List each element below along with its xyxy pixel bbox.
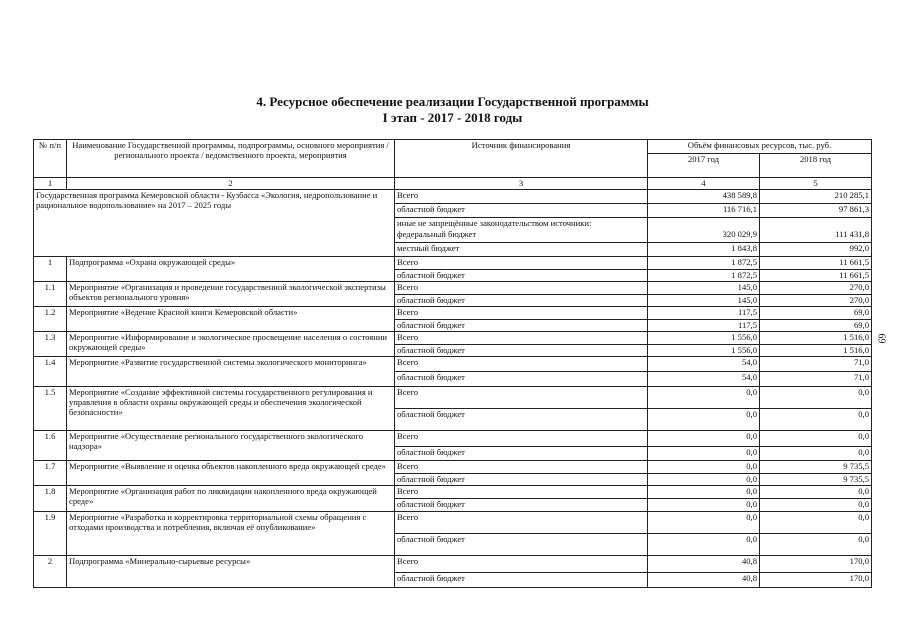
page-title: 4. Ресурсное обеспечение реализации Государственной программы	[256, 94, 649, 109]
table-row	[34, 307, 872, 320]
value-2017: 1 843,8	[648, 243, 760, 257]
value-2017: 116 716,1	[648, 204, 760, 218]
value-2017: 0,0	[648, 512, 760, 534]
value-2018: 0,0	[760, 387, 872, 409]
item-name: Мероприятие «Информирование и экологическое просвещение населения о состоянии окружающей среды»	[67, 332, 395, 357]
source-cell: Всего	[395, 190, 648, 204]
table-row	[34, 486, 872, 499]
value-2017: 0,0	[648, 486, 760, 499]
value-2018: 270,0	[760, 295, 872, 307]
source-cell: областной бюджет	[395, 270, 648, 282]
header-col-name: Наименование Государственной программы, подпрограммы, основного мероприятия / регионального проекта / ведомственного проекта, мероприятия	[67, 140, 395, 178]
header-year-2018: 2018 год	[760, 154, 872, 178]
table-row	[34, 461, 872, 474]
value-2017: 54,0	[648, 357, 760, 372]
item-number: 1.6	[34, 431, 67, 461]
value-2018: 11 661,5	[760, 257, 872, 270]
value-2018: 0,0	[760, 534, 872, 556]
header-index-4: 4	[648, 178, 760, 190]
source-cell: областной бюджет	[395, 499, 648, 512]
header-index-5: 5	[760, 178, 872, 190]
header-year-2017: 2017 год	[648, 154, 760, 178]
value-2018: 0,0	[760, 486, 872, 499]
value-2017: 117,5	[648, 320, 760, 332]
source-cell: областной бюджет	[395, 573, 648, 588]
value-2018: 69,0	[760, 320, 872, 332]
item-number: 1	[34, 257, 67, 282]
header-col-source: Источник финансирования	[395, 140, 648, 178]
item-number: 1.8	[34, 486, 67, 512]
value-2018: 270,0	[760, 282, 872, 295]
value-2018: 97 861,3	[760, 204, 872, 218]
value-2018: 11 661,5	[760, 270, 872, 282]
value-2017: 1 872,5	[648, 270, 760, 282]
header-col-volume: Объём финансовых ресурсов, тыс. руб.	[648, 140, 872, 154]
item-name: Мероприятие «Ведение Красной книги Кемеровской области»	[67, 307, 395, 332]
header-index-1: 1	[34, 178, 67, 190]
source-cell: Всего	[395, 556, 648, 573]
table-row	[34, 357, 872, 372]
page-subtitle: I этап - 2017 - 2018 годы	[382, 110, 523, 125]
source-cell: Всего	[395, 257, 648, 270]
value-2017: 1 556,0	[648, 345, 760, 357]
value-2018: 9 735,5	[760, 461, 872, 474]
value-2017	[648, 218, 760, 229]
source-cell: Всего	[395, 357, 648, 372]
value-2018: 111 431,8	[760, 229, 872, 243]
source-cell: областной бюджет	[395, 204, 648, 218]
source-cell: областной бюджет	[395, 372, 648, 387]
value-2018: 69,0	[760, 307, 872, 320]
source-cell: областной бюджет	[395, 345, 648, 357]
resource-table	[33, 139, 872, 588]
value-2017: 0,0	[648, 474, 760, 486]
value-2017: 145,0	[648, 295, 760, 307]
value-2018: 0,0	[760, 409, 872, 431]
source-cell: Всего	[395, 332, 648, 345]
value-2018: 210 285,1	[760, 190, 872, 204]
value-2017: 0,0	[648, 387, 760, 409]
value-2017: 0,0	[648, 431, 760, 447]
item-name: Подпрограмма «Минерально-сырьевые ресурсы»	[67, 556, 395, 588]
value-2017: 0,0	[648, 499, 760, 512]
source-cell: Всего	[395, 307, 648, 320]
item-name: Мероприятие «Создание эффективной системы государственного регулирования и управления в области охраны окружающей среды и обеспечения экологической безопасности»	[67, 387, 395, 431]
value-2017: 117,5	[648, 307, 760, 320]
table-row	[34, 512, 872, 534]
value-2017: 40,8	[648, 556, 760, 573]
source-cell: Всего	[395, 486, 648, 499]
item-number: 1.4	[34, 357, 67, 387]
item-number: 1.9	[34, 512, 67, 556]
source-cell: иные не запрещённые законодательством источники:	[395, 218, 648, 229]
value-2018: 0,0	[760, 447, 872, 461]
source-cell: областной бюджет	[395, 534, 648, 556]
source-cell: Всего	[395, 282, 648, 295]
table-row	[34, 257, 872, 270]
value-2017: 54,0	[648, 372, 760, 387]
value-2018: 71,0	[760, 357, 872, 372]
source-cell: областной бюджет	[395, 409, 648, 431]
source-cell: федеральный бюджет	[395, 229, 648, 243]
item-name: Мероприятие «Выявление и оценка объектов накопленного вреда окружающей среде»	[67, 461, 395, 486]
source-cell: областной бюджет	[395, 320, 648, 332]
value-2017: 0,0	[648, 447, 760, 461]
table-row	[34, 282, 872, 295]
item-number: 1.7	[34, 461, 67, 486]
item-name: Мероприятие «Организация и проведение государственной экологической экспертизы объектов регионального уровня»	[67, 282, 395, 307]
value-2018: 170,0	[760, 573, 872, 588]
table-row	[34, 387, 872, 409]
source-cell: областной бюджет	[395, 474, 648, 486]
value-2017: 1 872,5	[648, 257, 760, 270]
value-2018: 9 735,5	[760, 474, 872, 486]
value-2017: 40,8	[648, 573, 760, 588]
source-cell: Всего	[395, 461, 648, 474]
value-2017: 0,0	[648, 461, 760, 474]
page-number: 69	[875, 333, 887, 344]
value-2018: 992,0	[760, 243, 872, 257]
source-cell: местный бюджет	[395, 243, 648, 257]
item-number: 2	[34, 556, 67, 588]
source-cell: Всего	[395, 512, 648, 534]
source-cell: Всего	[395, 387, 648, 409]
value-2017: 0,0	[648, 409, 760, 431]
value-2018: 1 516,0	[760, 345, 872, 357]
table-row	[34, 332, 872, 345]
value-2017: 320 029,9	[648, 229, 760, 243]
source-cell: Всего	[395, 431, 648, 447]
item-name: Мероприятие «Разработка и корректировка территориальной схемы обращения с отходами производства и потребления, включая её опубликование»	[67, 512, 395, 556]
source-cell: областной бюджет	[395, 447, 648, 461]
value-2018: 0,0	[760, 499, 872, 512]
item-number: 1.2	[34, 307, 67, 332]
item-name: Мероприятие «Осуществление регионального государственного экологического надзора»	[67, 431, 395, 461]
header-col-num: № п/п	[34, 140, 67, 178]
value-2017: 0,0	[648, 534, 760, 556]
value-2017: 1 556,0	[648, 332, 760, 345]
item-number: 1.3	[34, 332, 67, 357]
program-row	[34, 190, 872, 204]
value-2017: 145,0	[648, 282, 760, 295]
table-row	[34, 556, 872, 573]
header-index-3: 3	[395, 178, 648, 190]
item-number: 1.1	[34, 282, 67, 307]
value-2018: 0,0	[760, 431, 872, 447]
program-name: Государственная программа Кемеровской области - Кузбасса «Экология, недропользование и рациональное водопользование» на 2017 – 2025 годы	[34, 190, 395, 257]
item-name: Мероприятие «Развитие государственной системы экологического мониторинга»	[67, 357, 395, 387]
item-name: Мероприятие «Организация работ по ликвидации накопленного вреда окружающей среде»	[67, 486, 395, 512]
value-2017: 438 589,8	[648, 190, 760, 204]
value-2018: 1 516,0	[760, 332, 872, 345]
item-number: 1.5	[34, 387, 67, 431]
source-cell: областной бюджет	[395, 295, 648, 307]
value-2018: 170,0	[760, 556, 872, 573]
value-2018: 71,0	[760, 372, 872, 387]
value-2018: 0,0	[760, 512, 872, 534]
item-name: Подпрограмма «Охрана окружающей среды»	[67, 257, 395, 282]
value-2018	[760, 218, 872, 229]
table-row	[34, 431, 872, 447]
header-index-2: 2	[67, 178, 395, 190]
